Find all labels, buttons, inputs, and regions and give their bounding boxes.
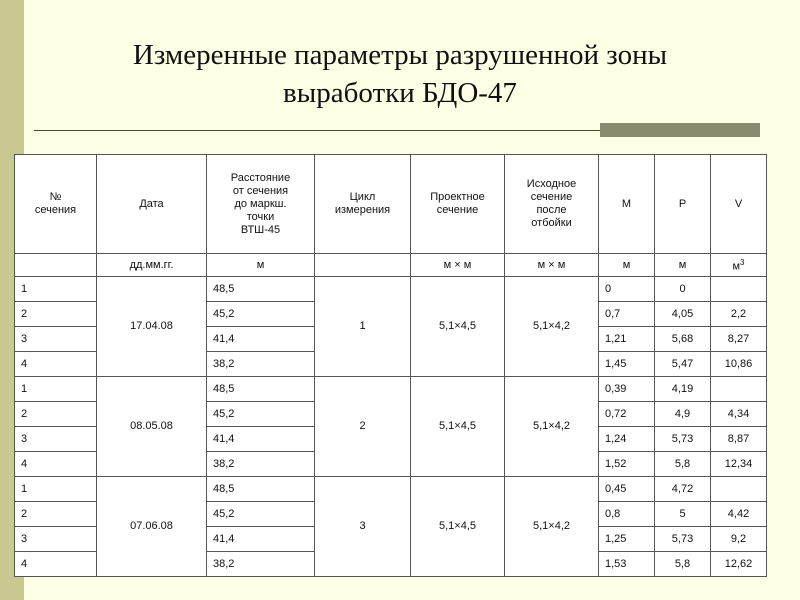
cell-p: 5,73 [655,427,711,452]
cell-m: 0 [599,277,655,302]
cell-section-number: 2 [15,302,97,327]
cell-v [711,277,767,302]
cell-p: 5,68 [655,327,711,352]
cell-date: 17.04.08 [97,277,207,377]
cell-m: 0,45 [599,477,655,502]
header-project-section: Проектное сечение [411,155,505,254]
cell-v [711,477,767,502]
cell-cycle: 2 [315,377,411,477]
cell-p: 4,19 [655,377,711,402]
cell-section-number: 3 [15,427,97,452]
cell-distance: 48,5 [207,477,315,502]
unit-date: дд.мм.гг. [97,254,207,277]
cell-section-number: 1 [15,277,97,302]
unit-v-base: м [732,260,741,273]
cell-m: 0,7 [599,302,655,327]
cell-m: 0,8 [599,502,655,527]
cell-m: 1,24 [599,427,655,452]
cell-p: 5 [655,502,711,527]
cell-v [711,377,767,402]
cell-m: 0,39 [599,377,655,402]
cell-project-section: 5,1×4,5 [411,277,505,377]
header-m: M [599,155,655,254]
cell-section-number: 1 [15,377,97,402]
unit-p: м [655,254,711,277]
unit-cycle [315,254,411,277]
cell-distance: 38,2 [207,352,315,377]
measurements-table [14,154,767,577]
header-distance: Расстояние от сечения до маркш. точки ВТШ-45 [207,155,315,254]
cell-section-number: 3 [15,327,97,352]
cell-distance: 41,4 [207,327,315,352]
cell-p: 5,73 [655,527,711,552]
table-row [15,377,767,402]
cell-section-number: 4 [15,452,97,477]
unit-v-exponent: 3 [740,258,745,268]
cell-cycle: 1 [315,277,411,377]
header-row [15,155,767,254]
cell-m: 1,53 [599,552,655,577]
cell-v: 12,62 [711,552,767,577]
header-initial-section: Исходное сечение после отбойки [505,155,599,254]
header-date: Дата [97,155,207,254]
cell-m: 1,45 [599,352,655,377]
cell-v: 9,2 [711,527,767,552]
table-row [15,277,767,302]
unit-m: м [599,254,655,277]
header-v: V [711,155,767,254]
cell-m: 1,25 [599,527,655,552]
cell-section-number: 2 [15,402,97,427]
unit-initial: м × м [505,254,599,277]
table-row [15,477,767,502]
cell-section-number: 4 [15,552,97,577]
cell-m: 0,72 [599,402,655,427]
cell-p: 4,05 [655,302,711,327]
title-divider-block [600,123,760,137]
cell-project-section: 5,1×4,5 [411,477,505,577]
cell-p: 0 [655,277,711,302]
cell-date: 08.05.08 [97,377,207,477]
cell-section-number: 2 [15,502,97,527]
cell-p: 4,9 [655,402,711,427]
cell-distance: 48,5 [207,277,315,302]
cell-v: 2,2 [711,302,767,327]
cell-p: 5,8 [655,552,711,577]
unit-project: м × м [411,254,505,277]
cell-section-number: 1 [15,477,97,502]
cell-p: 5,8 [655,452,711,477]
cell-distance: 38,2 [207,552,315,577]
cell-section-number: 4 [15,352,97,377]
header-p: P [655,155,711,254]
cell-distance: 48,5 [207,377,315,402]
header-section: № сечения [15,155,97,254]
cell-distance: 45,2 [207,402,315,427]
cell-initial-section: 5,1×4,2 [505,377,599,477]
cell-date: 07.06.08 [97,477,207,577]
cell-initial-section: 5,1×4,2 [505,477,599,577]
cell-v: 12,34 [711,452,767,477]
cell-distance: 45,2 [207,302,315,327]
cell-cycle: 3 [315,477,411,577]
cell-distance: 41,4 [207,527,315,552]
cell-m: 1,21 [599,327,655,352]
cell-distance: 41,4 [207,427,315,452]
cell-v: 10,86 [711,352,767,377]
cell-v: 8,87 [711,427,767,452]
units-row [15,254,767,277]
cell-project-section: 5,1×4,5 [411,377,505,477]
unit-v [711,254,767,277]
header-cycle: Цикл измерения [315,155,411,254]
cell-v: 4,34 [711,402,767,427]
title-line-2: выработки БДО-47 [283,77,517,109]
unit-section [15,254,97,277]
cell-v: 8,27 [711,327,767,352]
table-body [15,155,767,577]
unit-distance: м [207,254,315,277]
slide-title [60,36,740,112]
cell-section-number: 3 [15,527,97,552]
cell-distance: 38,2 [207,452,315,477]
cell-distance: 45,2 [207,502,315,527]
cell-p: 5,47 [655,352,711,377]
cell-m: 1,52 [599,452,655,477]
cell-initial-section: 5,1×4,2 [505,277,599,377]
cell-p: 4,72 [655,477,711,502]
title-divider-line [34,130,600,131]
title-line-1: Измеренные параметры разрушенной зоны [132,39,668,71]
cell-v: 4,42 [711,502,767,527]
